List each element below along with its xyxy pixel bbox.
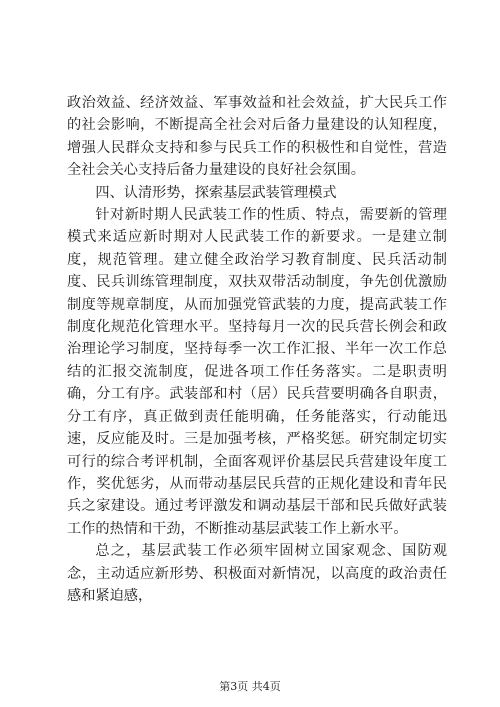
paragraph-conclusion: 总之，基层武装工作必须牢固树立国家观念、国防观念，主动适应新形势、积极面对新情况，以高度的政治责任感和紧迫感， <box>67 543 447 604</box>
document-body <box>67 92 447 607</box>
paragraph-continuation: 政治效益、经济效益、军事效益和社会效益，扩大民兵工作的社会影响，不断提高全社会对后备力量建设的认知程度，增强人民群众支持和参与民兵工作的积极性和自觉性，营造全社会关心支持后备力量建设的良好社会氛围。 <box>67 95 447 179</box>
paragraph-management-mode: 针对新时期人民武装工作的性质、特点，需要新的管理模式来适应新时期对人民武装工作的新要求。一是建立制度，规范管理。建立健全政治学习教育制度、民兵活动制度、民兵训练管理制度，双扶双带活动制度，争先创优激励制度等规章制度，从而加强党管武装的力度，提高武装工作制度化规范化管理水平。坚持每月一次的民兵营长例会和政治理论学习制度，坚持每季一次工作汇报、半年一次工作总结的汇报交流制度，促进各项工作任务落实。二是职责明确，分工有序。武装部和村（居）民兵营要明确各自职责，分工有序，真正做到责任能明确，任务能落实，行动能迅速，反应能及时。三是加强考核，严格奖惩。研究制定切实可行的综合考评机制，全面客观评价基层民兵营建设年度工作，奖优惩劣，从而带动基层民兵营的正规化建设和青年民兵之家建设。通过考评激发和调动基层干部和民兵做好武装工作的热情和干劲，不断推动基层武装工作上新水平。 <box>67 207 447 537</box>
section-heading: 四、认清形势，探索基层武装管理模式 <box>95 184 337 201</box>
page-footer: 第3页 共4页 <box>219 680 281 693</box>
